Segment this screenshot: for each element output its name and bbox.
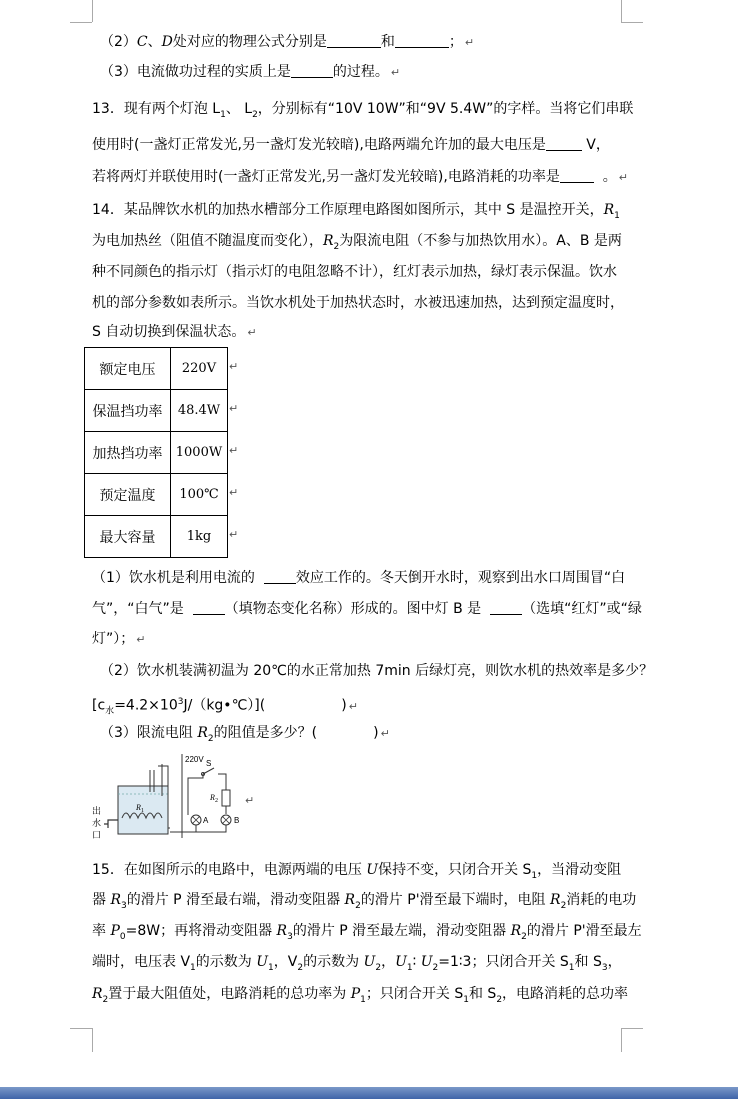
water-dispenser-circuit-diagram — [88, 752, 258, 844]
table-cell: 220V — [171, 348, 228, 390]
text: ，当滑动变阻 — [537, 862, 622, 878]
text: R — [550, 892, 561, 908]
text: 1 — [568, 962, 575, 973]
text: 1 — [220, 109, 226, 120]
window-bottom-bar — [0, 1087, 738, 1099]
lamp-b-label: B — [234, 816, 240, 825]
text: ； — [448, 34, 463, 50]
crop-mark-top-right-h — [621, 22, 643, 23]
text: （3）电流做功过程的实质上是 — [100, 64, 291, 80]
table-cell: 48.4W — [171, 390, 228, 432]
text: 的滑片 P 滑至最左端，滑动变阻器 — [292, 923, 511, 939]
text: P — [110, 923, 120, 939]
text: 15．在如图所示的电路中，电源两端的电压 — [92, 862, 367, 878]
text: 2 — [333, 241, 340, 252]
r1-sub-label: 1 — [141, 808, 144, 814]
table-row — [85, 474, 228, 516]
question-14-line-3 — [92, 262, 617, 282]
text: J/（kg•℃）]( — [183, 697, 266, 714]
question-13-line-3 — [92, 167, 628, 188]
table-row — [85, 390, 228, 432]
text: 效应工作的。冬天倒开水时，观察到出水口周围冒“白 — [295, 570, 626, 586]
paragraph-mark-icon: ↵ — [136, 633, 146, 646]
text: 的滑片 P'滑至最左 — [526, 923, 642, 939]
crop-mark-top-left — [92, 0, 93, 22]
text: [c — [92, 697, 106, 714]
text: 若将两灯并联使用时(一盏灯正常发光,另一盏灯发光较暗),电路消耗的功率是 — [92, 169, 560, 185]
text: 2 — [521, 931, 527, 942]
text: 1 — [268, 962, 274, 973]
text: 的滑片 P 滑至最右端，滑动变阻器 — [126, 892, 345, 908]
crop-mark-top-right — [621, 0, 622, 22]
text: （2）饮水机装满初温为 20℃的水正常加热 7min 后绿灯亮，则饮水机的热效率是多少？ — [100, 663, 654, 679]
text: R — [92, 986, 103, 1002]
paragraph-mark-icon: ↵ — [245, 794, 255, 807]
question-14-sub-2-line-2 — [92, 692, 358, 721]
question-13-line-2 — [92, 135, 610, 155]
question-14-sub-1-line-3 — [92, 629, 145, 650]
question-14-sub-1-line-1 — [92, 568, 625, 588]
cell-mark-icon: ↵ — [229, 486, 239, 499]
table-cell: 额定电压 — [85, 348, 171, 390]
text: 、 L — [225, 101, 253, 117]
question-14-sub-3 — [100, 723, 390, 749]
text: 气”，“白气”是 — [92, 601, 184, 617]
table-cell: 1000W — [171, 432, 228, 474]
text: V， — [586, 137, 610, 153]
text: 、 — [147, 34, 162, 50]
crop-mark-bottom-right-h — [621, 1028, 643, 1029]
text: 1 — [190, 962, 196, 973]
paragraph-mark-icon: ↵ — [247, 326, 257, 339]
text: 1 — [614, 210, 620, 221]
paragraph-mark-icon: ↵ — [618, 171, 628, 184]
text: 的阻值是多少？( — [213, 725, 318, 741]
text: =4.2×10 — [114, 697, 178, 714]
text: ) — [373, 725, 379, 741]
table-cell: 加热挡功率 — [85, 432, 171, 474]
question-14-sub-1-line-2 — [92, 599, 642, 619]
answer-blank[interactable] — [193, 600, 225, 615]
text: U — [366, 862, 379, 878]
text: U — [420, 954, 433, 970]
text: 使用时(一盏灯正常发光,另一盏灯发光较暗),电路两端允许加的最大电压是 — [92, 137, 546, 153]
text: 端时，电压表 V — [92, 954, 191, 970]
table-cell: 预定温度 — [85, 474, 171, 516]
text: 和 S — [574, 954, 602, 970]
text: ，分别标有“10V 10W”和“9V 5.4W”的字样。当将它们串联 — [257, 101, 634, 117]
r2-sub-label: 2 — [215, 798, 218, 804]
crop-mark-top-left-h — [70, 22, 92, 23]
text: 1 — [360, 994, 366, 1005]
question-15-line-5 — [92, 984, 628, 1010]
text: ，电路消耗的总功率 — [502, 986, 629, 1002]
text: ) — [341, 697, 347, 714]
text: ∶ — [412, 954, 421, 970]
cell-mark-icon: ↵ — [229, 360, 239, 373]
text: 2 — [252, 109, 258, 120]
text: 消耗的电功 — [566, 892, 637, 908]
text: 2 — [297, 962, 304, 973]
faucet-icon — [104, 820, 118, 828]
text: 3 — [287, 931, 293, 942]
question-14-line-2 — [92, 231, 622, 257]
text: 保持不变，只闭合开关 S — [378, 862, 532, 878]
text: 机的部分参数如表所示。当饮水机处于加热状态时，水被迅速加热，达到预定温度时， — [92, 295, 624, 311]
text: R — [276, 923, 288, 939]
question-15-line-4 — [92, 952, 622, 978]
answer-blank[interactable] — [327, 33, 381, 48]
outlet-label: 出 — [92, 806, 102, 816]
question-12-part-3 — [100, 62, 400, 83]
paragraph-mark-icon: ↵ — [464, 36, 475, 49]
crop-mark-bottom-left — [92, 1028, 93, 1052]
table-row — [85, 432, 228, 474]
text: U — [256, 954, 269, 970]
text: 为限流电阻（不参与加热饮用水）。A、B 是两 — [339, 233, 622, 249]
question-15-line-3 — [92, 921, 642, 947]
answer-blank[interactable] — [546, 136, 582, 151]
text: 处对应的物理公式分别是 — [172, 34, 327, 50]
table-row — [85, 348, 228, 390]
text: =1∶3；只闭合开关 S — [438, 954, 569, 970]
text: R — [110, 892, 121, 908]
question-15-line-1 — [92, 860, 621, 886]
text: U — [363, 954, 376, 970]
text: 3 — [177, 697, 184, 707]
text: C — [136, 34, 148, 50]
text: P — [350, 986, 361, 1002]
text: U — [395, 954, 407, 970]
voltage-label: 220V — [185, 755, 204, 764]
text: 为电加热丝（阻值不随温度而变化）， — [92, 233, 323, 249]
table-cell: 保温挡功率 — [85, 390, 171, 432]
text: 置于最大阻值处，电路消耗的总功率为 — [108, 986, 351, 1002]
paragraph-mark-icon: ↵ — [348, 699, 358, 713]
crop-mark-bottom-left-h — [70, 1028, 92, 1029]
question-14-line-5 — [92, 322, 257, 343]
text: R — [510, 923, 522, 939]
text: ， — [607, 954, 622, 970]
question-12-part-2 — [100, 32, 474, 53]
text: （3）限流电阻 — [100, 725, 198, 741]
text: 13．现有两个灯泡 L — [92, 101, 221, 117]
text: （填物态变化名称）形成的。图中灯 B 是 — [224, 601, 482, 617]
text: 和 S — [468, 986, 497, 1002]
text: 1 — [531, 870, 538, 881]
table-row — [85, 516, 228, 558]
text: 2 — [496, 994, 503, 1005]
crop-mark-bottom-right — [621, 1028, 622, 1052]
answer-blank[interactable] — [395, 33, 449, 48]
text: S 自动切换到保温状态。 — [92, 324, 246, 340]
text: 2 — [375, 962, 382, 973]
question-14-sub-2-line-1 — [100, 661, 653, 681]
text: ， — [381, 954, 396, 970]
text: （1）饮水机是利用电流的 — [92, 570, 255, 586]
text: 的滑片 P'滑至最下端时，电阻 — [360, 892, 551, 908]
lamp-a-label: A — [203, 816, 209, 825]
text: ；只闭合开关 S — [365, 986, 464, 1002]
answer-blank[interactable] — [264, 569, 296, 584]
text: R — [603, 202, 615, 218]
text: 器 — [92, 892, 111, 908]
table-cell: 100℃ — [171, 474, 228, 516]
outlet-label: 水 — [92, 818, 102, 828]
cell-mark-icon: ↵ — [229, 402, 239, 415]
answer-blank[interactable] — [291, 63, 333, 78]
outlet-label: 口 — [92, 830, 102, 840]
text: 。 — [602, 169, 617, 185]
question-15-line-2 — [92, 890, 636, 916]
text: 2 — [355, 900, 361, 911]
text: 0 — [119, 931, 126, 942]
switch-label: S — [206, 759, 212, 768]
text: R — [344, 892, 356, 908]
text: （选填“红灯”或“绿 — [522, 601, 642, 617]
table-cell: 1kg — [171, 516, 228, 558]
text: 2 — [207, 733, 214, 744]
text: 1 — [406, 962, 413, 973]
text: =8W；再将滑动变阻器 — [125, 923, 277, 939]
paragraph-mark-icon: ↵ — [390, 66, 401, 79]
text: ，V — [273, 954, 298, 970]
text: 的过程。 — [332, 64, 389, 80]
r2-label: R — [210, 793, 215, 802]
question-14-line-4 — [92, 293, 624, 313]
text: 3 — [121, 900, 127, 911]
answer-blank[interactable] — [560, 168, 594, 183]
text: （2） — [100, 34, 137, 50]
text: 水 — [105, 706, 115, 717]
text: 率 — [92, 923, 111, 939]
text: 2 — [102, 994, 109, 1005]
text: D — [161, 34, 173, 50]
text: 1 — [463, 994, 469, 1005]
r1-label: R — [136, 803, 141, 812]
paragraph-mark-icon: ↵ — [380, 727, 390, 740]
text: 3 — [601, 962, 608, 973]
answer-blank[interactable] — [490, 600, 522, 615]
cell-mark-icon: ↵ — [229, 444, 239, 457]
text: 2 — [432, 962, 439, 973]
cell-mark-icon: ↵ — [229, 528, 239, 541]
table-cell: 最大容量 — [85, 516, 171, 558]
resistor-r2 — [222, 790, 230, 806]
text: R — [323, 233, 334, 249]
text: 种不同颜色的指示灯（指示灯的电阻忽略不计），红灯表示加热，绿灯表示保温。饮水 — [92, 264, 617, 280]
question-13-line-1 — [92, 99, 633, 125]
text: R — [197, 725, 208, 741]
text: 的示数为 — [195, 954, 257, 970]
text: 灯”）； — [92, 631, 135, 647]
question-14-line-1 — [92, 200, 620, 226]
text: 和 — [380, 34, 395, 50]
text: 14．某品牌饮水机的加热水槽部分工作原理电路图如图所示，其中 S 是温控开关， — [92, 202, 604, 218]
parameter-table — [84, 347, 228, 558]
text: 2 — [560, 900, 567, 911]
text: 的示数为 — [303, 954, 364, 970]
